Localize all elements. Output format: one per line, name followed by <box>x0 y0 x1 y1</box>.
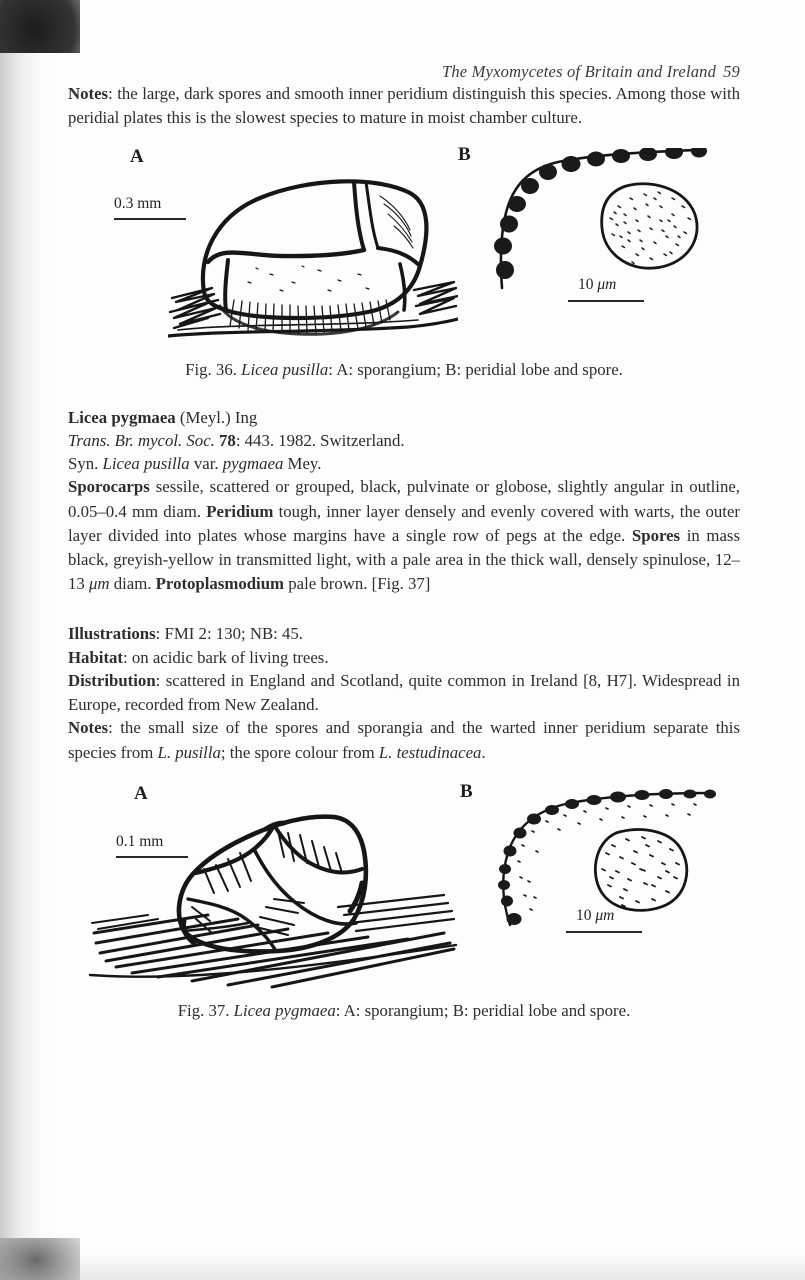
description-paragraph <box>68 475 740 596</box>
figure-37-caption-species: Licea pygmaea <box>233 1000 336 1020</box>
habitat-label: Habitat <box>68 647 124 667</box>
species-authority: (Meyl.) Ing <box>175 408 258 428</box>
synonym-variety: pygmaea <box>222 454 284 474</box>
figure-36-caption-species: Licea pusilla <box>241 360 329 380</box>
description-text-4: pale brown. [Fig. 37] <box>284 574 431 594</box>
species-heading-block <box>68 406 740 475</box>
illustrations-text: : FMI 2: 130; NB: 45. <box>155 624 303 644</box>
figure-36-lobe-and-spore-drawing <box>478 148 723 298</box>
habitat-text: : on acidic bark of living trees. <box>123 647 329 667</box>
term-sporocarps: Sporocarps <box>68 477 150 497</box>
species-reference-journal: Trans. Br. mycol. Soc. <box>68 431 220 451</box>
page-number: 59 <box>723 62 740 81</box>
description-text-3: in mass black, greyish-yellow in transmitted light, with a pale area in the thick wall, densely spinulose, 12–13 <box>68 525 740 594</box>
scan-bottom-shadow <box>0 1254 805 1280</box>
figure-36-scale-b-rule <box>568 300 644 302</box>
figure-37-caption-prefix: Fig. 37. <box>177 1000 234 1020</box>
habitat-line <box>68 646 740 670</box>
notes-label: Notes <box>68 84 109 103</box>
running-head <box>68 0 740 82</box>
notes-text: : the large, dark spores and smooth inner peridium distinguish this species. Among those with peridial plates this is the slowest species to mature in moist chamber culture. <box>68 84 740 128</box>
synonym-species: Licea pusilla <box>102 454 190 474</box>
figure-37-scale-b-number: 10 <box>576 906 596 924</box>
scan-left-shadow <box>0 0 58 1280</box>
description-text-1: sessile, scattered or grouped, black, pulvinate or globose, slightly angular in outline, 0.05–0.4 mm diam. <box>68 477 740 521</box>
description-unit-micrometre: μm <box>88 574 110 594</box>
notes-paragraph-pusilla <box>68 82 740 130</box>
illustrations-line <box>68 622 740 646</box>
distribution-label: Distribution <box>68 671 156 691</box>
illustrations-label: Illustrations <box>68 624 156 644</box>
species-name-line <box>68 406 740 429</box>
figure-36-caption-suffix: : A: sporangium; B: peridial lobe and spore. <box>328 360 623 380</box>
distribution-text: : scattered in England and Scotland, quite common in Ireland [8, H7]. Widespread in Europe, recorded from New Zealand. <box>68 671 740 714</box>
figure-36 <box>68 142 740 360</box>
running-head-title: The Myxomycetes of Britain and Ireland <box>441 62 717 81</box>
synonym-suffix: Mey. <box>283 454 322 474</box>
figure-36-caption <box>68 360 740 380</box>
figure-37-scale-b-unit: μm <box>595 906 615 924</box>
notes-2-text-b: ; the spore colour from <box>220 742 379 762</box>
notes-2-text-c: . <box>481 742 486 762</box>
figure-36-scale-a-label: 0.3 mm <box>114 195 162 213</box>
figure-36-sporangium-drawing <box>168 170 458 355</box>
synonym-mid: var. <box>189 454 223 474</box>
term-spores: Spores <box>631 525 681 545</box>
figure-37-sporangium-drawing <box>88 803 458 993</box>
figure-37-caption-suffix: : A: sporangium; B: peridial lobe and spore. <box>335 1000 631 1020</box>
figure-37-panel-a-label: A <box>134 782 148 804</box>
description-text-2: tough, inner layer densely and evenly covered with warts, the outer layer divided into plates whose margins have a single row of pegs at the edge. <box>68 501 740 545</box>
figure-36-panel-b-label: B <box>458 144 471 166</box>
synonym-prefix: Syn. <box>68 454 103 474</box>
term-peridium: Peridium <box>206 501 274 521</box>
figure-36-caption-prefix: Fig. 36. <box>185 360 242 380</box>
figure-37-panel-b-label: B <box>460 780 473 802</box>
species-reference-line <box>68 429 740 452</box>
figure-37-scale-a-label: 0.1 mm <box>116 832 164 850</box>
species-synonym-line <box>68 452 740 475</box>
figure-37 <box>68 779 740 1001</box>
figure-36-scale-b-number: 10 <box>578 276 598 294</box>
figure-37-caption <box>68 1001 740 1021</box>
species-name: Licea pygmaea <box>68 408 176 428</box>
scan-bottom-corner-artifact <box>0 1238 80 1280</box>
term-protoplasmodium: Protoplasmodium <box>155 574 285 594</box>
notes-paragraph-pygmaea <box>68 716 740 764</box>
distribution-line <box>68 669 740 716</box>
figure-37-lobe-and-spore-drawing <box>474 785 724 935</box>
notes-2-text-a: : the small size of the spores and sporangia and the warted inner peridium separate this species from <box>68 718 740 762</box>
page-content <box>68 0 740 1021</box>
notes-2-label: Notes <box>68 718 109 738</box>
notes-2-species-pusilla: L. pusilla <box>157 742 221 762</box>
species-reference-volume: 78 <box>219 431 236 451</box>
meta-block <box>68 622 740 716</box>
figure-36-panel-a-label: A <box>130 146 144 168</box>
notes-2-species-testudinacea: L. testudinacea <box>378 742 482 762</box>
description-text-3-tail: diam. <box>109 574 156 594</box>
species-reference-rest: : 443. 1982. Switzerland. <box>235 431 405 451</box>
figure-36-scale-b-unit: μm <box>597 276 617 294</box>
